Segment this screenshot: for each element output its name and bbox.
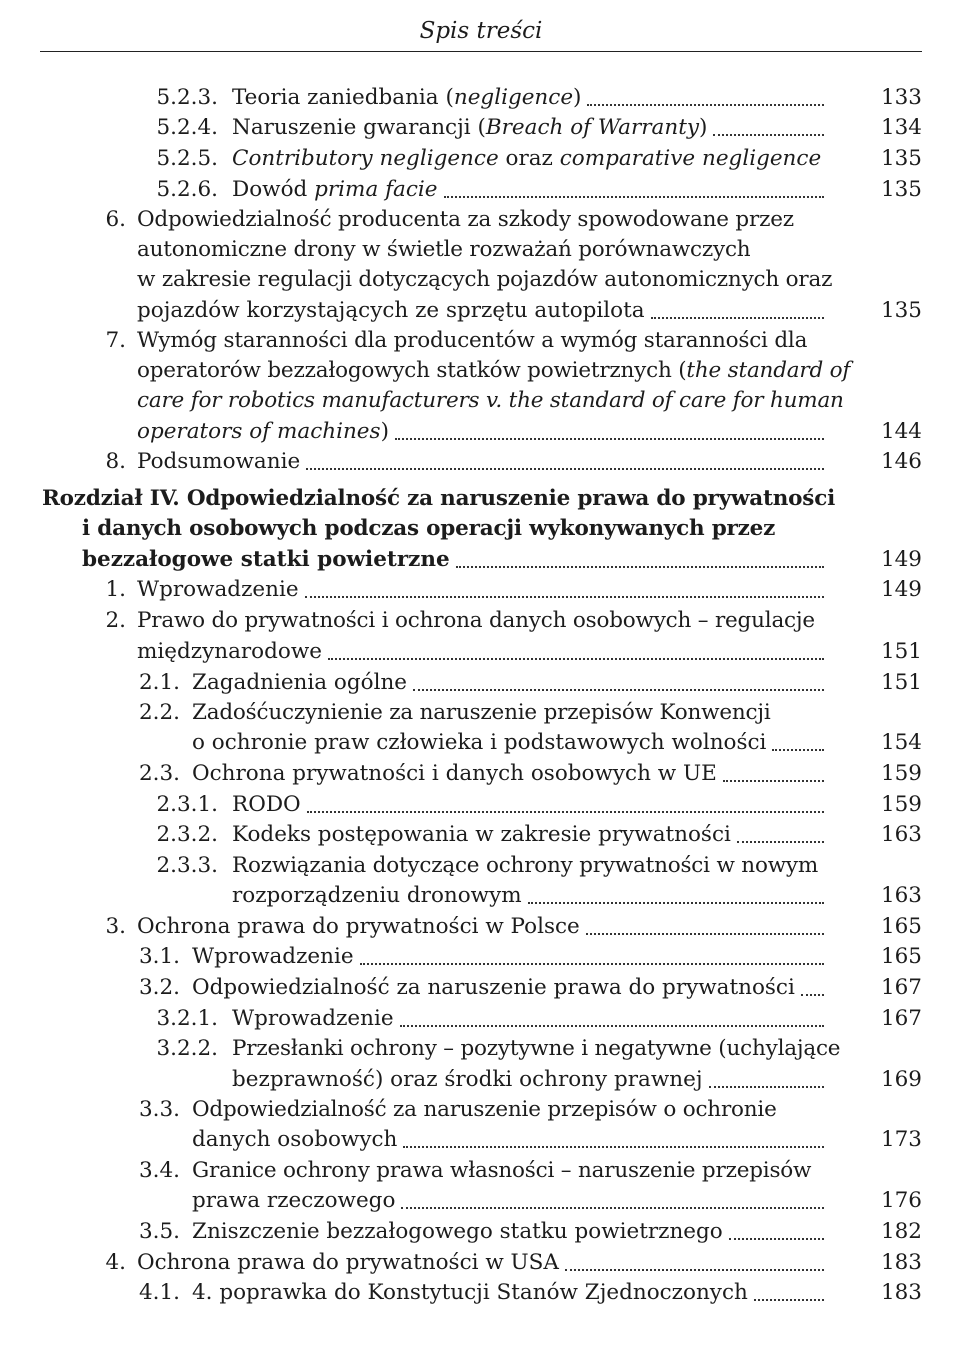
page-number: 173 [880, 1127, 922, 1152]
entry-number: 2.3.3. [156, 853, 218, 878]
leader-dots [395, 438, 824, 440]
entry-number: 2. [105, 608, 126, 633]
entry-title-line: operatorów bezzałogowych statków powietrznych ( [137, 358, 687, 383]
entry-title-line: Odpowiedzialność za naruszenie przepisów o ochronie [192, 1097, 777, 1122]
entry-number: 3.2. [138, 975, 180, 1000]
leader-dots [709, 1086, 824, 1088]
entry-number: 2.1. [138, 670, 180, 695]
entry-title-line: danych osobowych [192, 1127, 398, 1152]
entry-title-tail: ) [380, 419, 389, 444]
entry-title-italic: comparative negligence [559, 146, 822, 171]
entry-title-italic: the standard of [686, 358, 851, 383]
page-number: 149 [880, 577, 922, 602]
entry-number: 4.1. [138, 1280, 180, 1305]
entry-title-line: Granice ochrony prawa własności – naruszenie przepisów [192, 1158, 812, 1183]
entry-title: Wprowadzenie [137, 577, 299, 602]
leader-dots [723, 780, 824, 782]
leader-dots [306, 468, 824, 470]
leader-dots [586, 933, 824, 935]
entry-number: 5.2.5. [156, 146, 218, 171]
page-number: 135 [880, 146, 922, 171]
leader-dots [456, 566, 824, 568]
leader-dots [713, 134, 824, 136]
chapter-title-line: i danych osobowych podczas operacji wykonywanych przez [82, 516, 776, 541]
entry-number: 2.2. [138, 700, 180, 725]
entry-title-line: Rozwiązania dotyczące ochrony prywatności w nowym [232, 853, 819, 878]
page-number: 151 [880, 639, 922, 664]
entry-title: Wprowadzenie [232, 1006, 394, 1031]
entry-title-tail: ) [573, 85, 582, 110]
entry-title: Kodeks postępowania w zakresie prywatności [232, 822, 731, 847]
entry-title-line: w zakresie regulacji dotyczących pojazdów autonomicznych oraz [137, 267, 833, 292]
page-number: 134 [880, 115, 922, 140]
entry-title: Zagadnienia ogólne [192, 670, 408, 695]
page-number: 151 [880, 670, 922, 695]
leader-dots [754, 1299, 824, 1301]
leader-dots [360, 963, 824, 965]
entry-title-line: Zadośćuczynienie za naruszenie przepisów Konwencji [192, 700, 771, 725]
page-number: 167 [880, 1006, 922, 1031]
page-number: 159 [880, 761, 922, 786]
entry-number: 2.3.1. [156, 792, 218, 817]
entry-number: 6. [105, 207, 126, 232]
entry-title-line: autonomiczne drony w świetle rozważań porównawczych [137, 237, 751, 262]
entry-title-italic: care for robotics manufacturers v. the standard of care for human [137, 388, 844, 413]
leader-dots [651, 317, 824, 319]
entry-title: 4. poprawka do Konstytucji Stanów Zjednoczonych [192, 1280, 748, 1305]
entry-title: Ochrona prawa do prywatności w USA [137, 1250, 559, 1275]
leader-dots [328, 658, 824, 660]
entry-number: 7. [105, 328, 126, 353]
leader-dots [729, 1238, 824, 1240]
entry-title: Naruszenie gwarancji ( [232, 115, 486, 140]
page-number: 165 [880, 944, 922, 969]
entry-number: 3.2.1. [156, 1006, 218, 1031]
leader-dots [400, 1025, 824, 1027]
entry-title-italic: prima facie [314, 177, 438, 202]
entry-title-italic: operators of machines [137, 419, 381, 444]
page-number: 135 [880, 298, 922, 323]
page-number: 167 [880, 975, 922, 1000]
entry-title-line: pojazdów korzystających ze sprzętu autopilota [137, 298, 645, 323]
entry-title: Dowód [232, 177, 315, 202]
page-number: 133 [880, 85, 922, 110]
entry-title-italic-pre: Contributory negligence [232, 146, 499, 171]
leader-dots [772, 749, 824, 751]
leader-dots [565, 1269, 824, 1271]
entry-number: 3.2.2. [156, 1036, 218, 1061]
page-number: 183 [880, 1250, 922, 1275]
leader-dots [403, 1146, 824, 1148]
page-number: 163 [880, 822, 922, 847]
page-number: 176 [880, 1188, 922, 1213]
page-number: 169 [880, 1067, 922, 1092]
leader-dots [307, 811, 824, 813]
leader-dots [528, 902, 824, 904]
page-number: 149 [880, 547, 922, 572]
entry-title-line: Przesłanki ochrony – pozytywne i negatywne (uchylające [232, 1036, 841, 1061]
entry-title-italic: negligence [453, 85, 574, 110]
entry-title-italic: Breach of Warranty [485, 115, 699, 140]
entry-title-line: rozporządzeniu dronowym [232, 883, 522, 908]
entry-number: 3.5. [138, 1219, 180, 1244]
entry-number: 3.1. [138, 944, 180, 969]
entry-number: 8. [105, 449, 126, 474]
entry-number: 3. [105, 914, 126, 939]
entry-title-line: Odpowiedzialność producenta za szkody spowodowane przez [137, 207, 794, 232]
page-number: 165 [880, 914, 922, 939]
leader-dots [587, 104, 824, 106]
entry-number: 1. [105, 577, 126, 602]
entry-number: 3.4. [138, 1158, 180, 1183]
entry-title: Zniszczenie bezzałogowego statku powietrznego [192, 1219, 723, 1244]
entry-title-line: prawa rzeczowego [192, 1188, 396, 1213]
page-header-title: Spis treści [419, 18, 543, 44]
entry-title-line: o ochronie praw człowieka i podstawowych wolności [192, 730, 767, 755]
entry-title: Podsumowanie [137, 449, 301, 474]
entry-title: Ochrona prywatności i danych osobowych w UE [192, 761, 717, 786]
entry-title: Teoria zaniedbania ( [232, 85, 454, 110]
page-number: 135 [880, 177, 922, 202]
page-number: 146 [880, 449, 922, 474]
entry-number: 3.3. [138, 1097, 180, 1122]
chapter-title-line: Rozdział IV. Odpowiedzialność za naruszenie prawa do prywatności [42, 486, 836, 511]
entry-title-line: bezprawność) oraz środki ochrony prawnej [232, 1067, 703, 1092]
leader-dots [444, 196, 824, 198]
entry-title-line: Wymóg staranności dla producentów a wymóg staranności dla [137, 328, 808, 353]
entry-title: Wprowadzenie [192, 944, 354, 969]
entry-title-tail: ) [699, 115, 708, 140]
leader-dots [305, 596, 824, 598]
page-number: 144 [880, 419, 922, 444]
header-rule [40, 51, 922, 52]
leader-dots [413, 689, 824, 691]
entry-number: 2.3. [138, 761, 180, 786]
entry-title: Odpowiedzialność za naruszenie prawa do prywatności [192, 975, 795, 1000]
entry-title-line: Prawo do prywatności i ochrona danych osobowych – regulacje [137, 608, 815, 633]
leader-dots [401, 1207, 824, 1209]
entry-number: 2.3.2. [156, 822, 218, 847]
leader-dots [737, 841, 824, 843]
entry-title: RODO [232, 792, 301, 817]
page-number: 159 [880, 792, 922, 817]
page-number: 163 [880, 883, 922, 908]
entry-number: 5.2.3. [156, 85, 218, 110]
entry-title: oraz [498, 146, 560, 171]
entry-number: 5.2.4. [156, 115, 218, 140]
page-number: 154 [880, 730, 922, 755]
chapter-title-line: bezzałogowe statki powietrzne [82, 547, 450, 572]
page-number: 182 [880, 1219, 922, 1244]
entry-title-line: międzynarodowe [137, 639, 322, 664]
page-number: 183 [880, 1280, 922, 1305]
entry-number: 4. [105, 1250, 126, 1275]
entry-number: 5.2.6. [156, 177, 218, 202]
entry-title: Ochrona prawa do prywatności w Polsce [137, 914, 580, 939]
leader-dots [801, 994, 824, 996]
